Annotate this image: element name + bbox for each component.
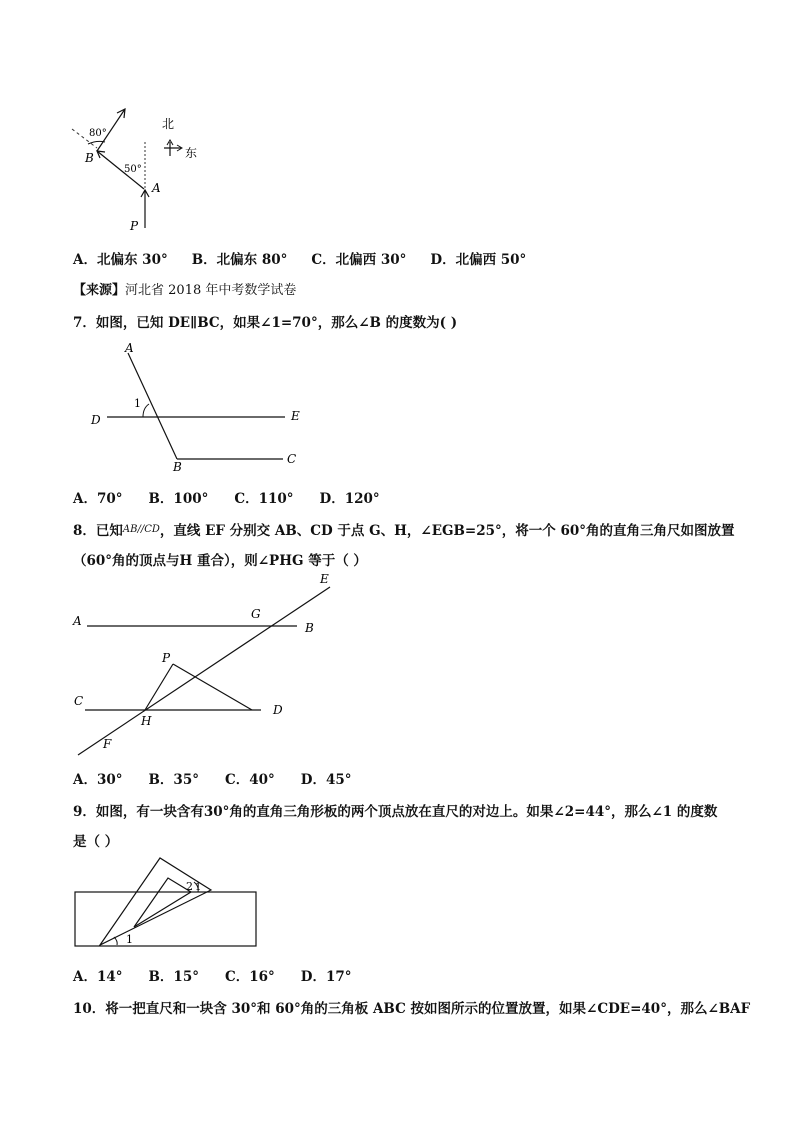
q8-options bbox=[73, 768, 352, 788]
fig6-label-P: P bbox=[130, 219, 139, 233]
q8-option-d[interactable]: D．45° bbox=[300, 772, 352, 788]
q6-option-b[interactable]: B．北偏东 80° bbox=[191, 252, 288, 268]
source-text: 河北省 2018 年中考数学试卷 bbox=[125, 283, 297, 298]
q9-option-d[interactable]: D．17° bbox=[300, 969, 352, 985]
q8-label-E: E bbox=[320, 572, 329, 586]
q7-option-a[interactable]: A．70° bbox=[73, 491, 123, 507]
q7-label-A: A bbox=[125, 341, 134, 355]
q7-label-E: E bbox=[291, 409, 300, 423]
q8-option-b[interactable]: B．35° bbox=[148, 772, 199, 788]
q8-stem-line1 bbox=[73, 519, 735, 539]
q8-label-G: G bbox=[251, 607, 261, 621]
q8-label-B: B bbox=[305, 621, 314, 635]
q7-label-B: B bbox=[173, 460, 182, 474]
q9-option-b[interactable]: B．15° bbox=[148, 969, 199, 985]
q8-label-A: A bbox=[73, 614, 82, 628]
q7-label-C: C bbox=[287, 452, 297, 466]
q7-label-1: 1 bbox=[134, 397, 141, 410]
fig6-label-north: 北 bbox=[162, 117, 175, 131]
figure-q8 bbox=[65, 570, 355, 760]
q8-label-F: F bbox=[103, 737, 112, 751]
q9-label-1: 1 bbox=[126, 933, 133, 946]
q10-stem: 10．将一把直尺和一块含 30°和 60°角的三角板 ABC 按如图所示的位置放置，如果∠CDE=40°，那么∠BAF bbox=[73, 1001, 751, 1017]
figure-q7 bbox=[85, 340, 315, 475]
q9-option-c[interactable]: C．16° bbox=[224, 969, 275, 985]
figure-q9 bbox=[70, 855, 265, 955]
q7-option-d[interactable]: D．120° bbox=[319, 491, 380, 507]
q7-options bbox=[73, 487, 380, 507]
q8-stem-formula: AB//CD bbox=[122, 524, 160, 535]
q8-option-c[interactable]: C．40° bbox=[224, 772, 275, 788]
source-tag: 【来源】 bbox=[73, 283, 126, 298]
fig6-label-50: 50° bbox=[124, 164, 142, 175]
q6-option-a[interactable]: A．北偏东 30° bbox=[73, 252, 168, 268]
q6-options bbox=[73, 248, 526, 268]
q8-option-a[interactable]: A．30° bbox=[73, 772, 123, 788]
figure-q6-direction bbox=[60, 100, 210, 235]
q7-option-c[interactable]: C．110° bbox=[234, 491, 294, 507]
q6-option-c[interactable]: C．北偏西 30° bbox=[311, 252, 407, 268]
fig6-label-east: 东 bbox=[185, 146, 198, 160]
fig6-label-A: A bbox=[152, 181, 161, 195]
q8-stem-a: 8．已知 bbox=[73, 523, 123, 539]
q8-label-P: P bbox=[162, 651, 171, 665]
q8-label-C: C bbox=[74, 694, 84, 708]
q9-label-1-top: 1 bbox=[195, 882, 202, 893]
q9-option-a[interactable]: A．14° bbox=[73, 969, 123, 985]
q7-label-D: D bbox=[91, 413, 101, 427]
q8-stem-line2: （60°角的顶点与H 重合），则∠PHG 等于（ ） bbox=[73, 553, 367, 569]
q8-stem-b: ，直线 EF 分别交 AB、CD 于点 G、H，∠EGB=25°，将一个 60°角的直角三角尺如图放置 bbox=[159, 523, 735, 539]
source-line bbox=[73, 279, 296, 298]
q7-stem: 7．如图，已知 DE∥BC，如果∠1=70°，那么∠B 的度数为( ) bbox=[73, 315, 458, 331]
q8-label-D: D bbox=[273, 703, 283, 717]
q9-stem-line2: 是（ ） bbox=[73, 834, 119, 850]
q9-options bbox=[73, 965, 352, 985]
fig6-label-B: B bbox=[85, 151, 94, 165]
q7-option-b[interactable]: B．100° bbox=[148, 491, 209, 507]
fig6-label-80: 80° bbox=[89, 128, 107, 139]
q9-label-2: 2 bbox=[186, 880, 193, 893]
q9-stem-line1: 9．如图，有一块含有30°角的直角三角形板的两个顶点放在直尺的对边上。如果∠2=44°，那么∠1 的度数 bbox=[73, 804, 718, 820]
q8-label-H: H bbox=[141, 714, 152, 728]
q6-option-d[interactable]: D．北偏西 50° bbox=[430, 252, 527, 268]
